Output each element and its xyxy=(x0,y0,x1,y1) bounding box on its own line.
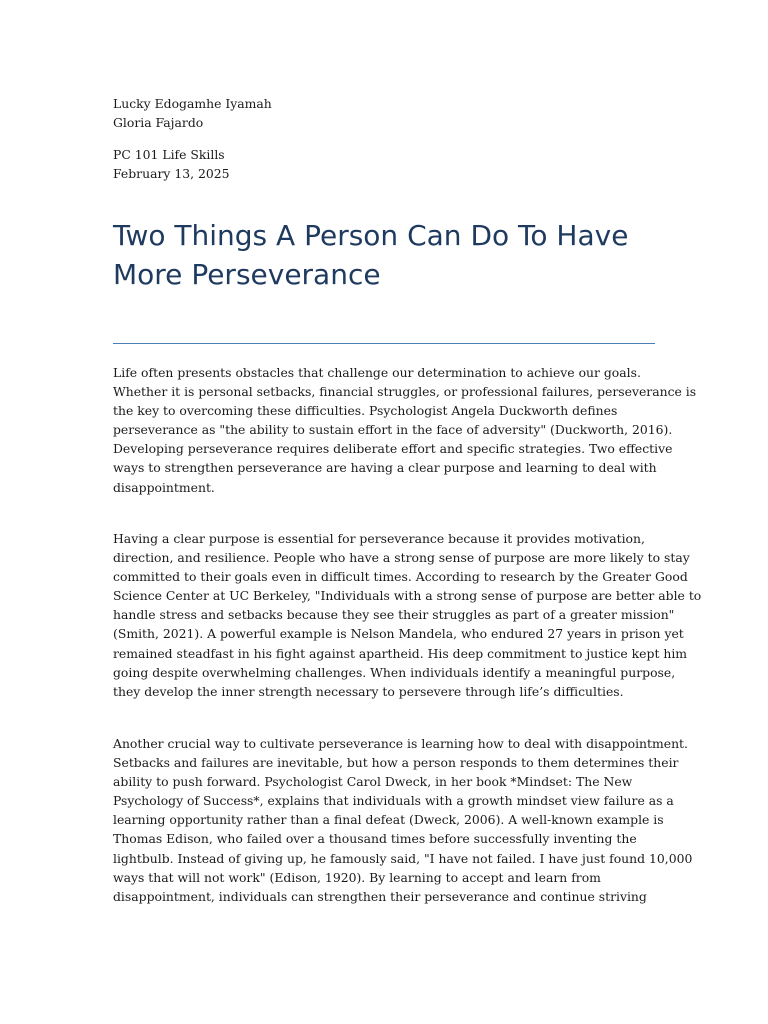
text-line: ways to strengthen perseverance are having a clear purpose and learning to deal with xyxy=(113,460,657,476)
text-line: direction, and resilience. People who have a strong sense of purpose are more likely to stay xyxy=(113,550,690,566)
text-line: handle stress and setbacks because they see their struggles as part of a greater mission" xyxy=(113,607,675,623)
text-line: Another crucial way to cultivate perseverance is learning how to deal with disappointment. xyxy=(113,736,688,751)
text-line: Thomas Edison, who failed over a thousand times before successfully inventing the xyxy=(113,831,637,847)
text-line: the key to overcoming these difficulties. Psychologist Angela Duckworth defines xyxy=(113,403,618,419)
text-line: they develop the inner strength necessary to persevere through life’s difficulties. xyxy=(113,683,624,699)
text-line: Psychology of Success*, explains that individuals with a growth mindset view failure as a xyxy=(113,793,674,809)
text-line: ability to push forward. Psychologist Carol Dweck, in her book *Mindset: The New xyxy=(113,774,633,790)
document-date: February 13, 2025 xyxy=(113,166,230,181)
document-title xyxy=(113,216,673,294)
text-line: learning opportunity rather than a final defeat (Dweck, 2006). A well-known example is xyxy=(113,812,664,828)
text-line: going despite overwhelming challenges. When individuals identify a meaningful purpose, xyxy=(113,664,676,680)
text-line: Science Center at UC Berkeley, "Individuals with a strong sense of purpose are better able to xyxy=(113,588,702,604)
author-name: Lucky Edogamhe Iyamah xyxy=(113,96,272,111)
text-line: perseverance as "the ability to sustain effort in the face of adversity" (Duckworth, 2016). xyxy=(113,422,673,438)
title-line: Two Things A Person Can Do To Have xyxy=(113,219,629,252)
author-block xyxy=(113,94,272,132)
text-line: disappointment. xyxy=(113,479,215,495)
course-name: PC 101 Life Skills xyxy=(113,147,225,162)
title-divider xyxy=(113,343,655,344)
paragraph-disappointment xyxy=(113,734,693,906)
text-line: (Smith, 2021). A powerful example is Nelson Mandela, who endured 27 years in prison yet xyxy=(113,626,684,642)
text-line: Setbacks and failures are inevitable, but how a person responds to them determines their xyxy=(113,755,679,771)
text-line: Developing perseverance requires deliberate effort and specific strategies. Two effective xyxy=(113,441,673,457)
text-line: remained steadfast in his fight against apartheid. His deep commitment to justice kept him xyxy=(113,645,688,661)
text-line: committed to their goals even in difficult times. According to research by the Greater Good xyxy=(113,569,688,585)
title-line: More Perseverance xyxy=(113,258,381,291)
text-line: Having a clear purpose is essential for perseverance because it provides motivation, xyxy=(113,531,645,546)
paragraph-intro xyxy=(113,363,697,497)
text-line: ways that will not work" (Edison, 1920). By learning to accept and learn from xyxy=(113,869,601,885)
text-line: Life often presents obstacles that challenge our determination to achieve our goals. xyxy=(113,365,641,380)
text-line: Whether it is personal setbacks, financial struggles, or professional failures, perseverance is xyxy=(113,384,697,400)
paragraph-purpose xyxy=(113,529,702,701)
course-block xyxy=(113,145,230,183)
instructor-name: Gloria Fajardo xyxy=(113,115,204,130)
text-line: lightbulb. Instead of giving up, he famously said, "I have not failed. I have just found 10,000 xyxy=(113,850,693,866)
text-line: disappointment, individuals can strengthen their perseverance and continue striving xyxy=(113,888,647,904)
